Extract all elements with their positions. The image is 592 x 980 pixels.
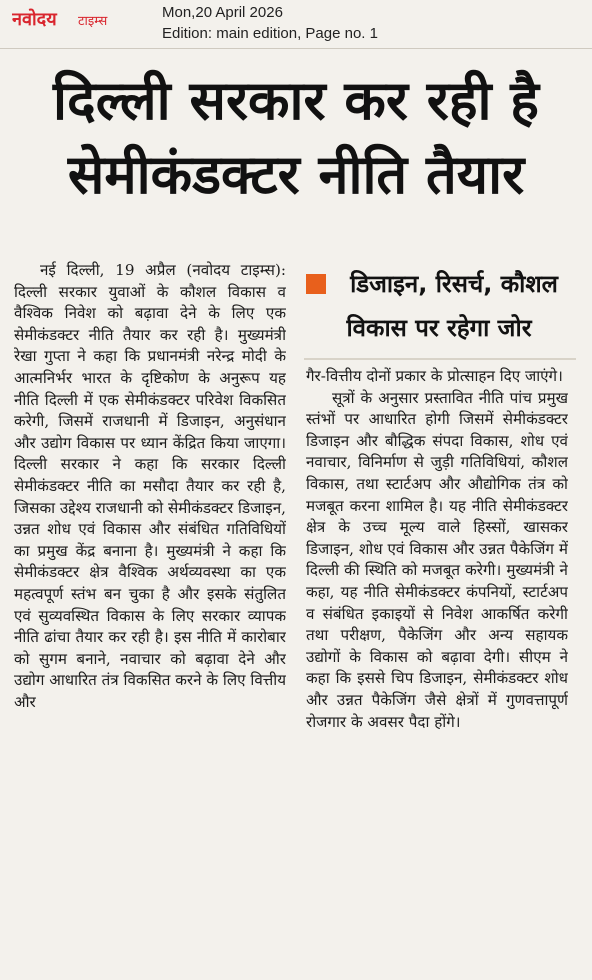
left-column [14, 260, 286, 976]
subheading-line-2: विकास पर रहेगा जोर [346, 314, 532, 342]
edition-date: Mon,20 April 2026 [162, 4, 283, 21]
subheading-box [304, 262, 576, 360]
left-column-text: नई दिल्ली, 19 अप्रैल (नवोदय टाइम्स): दिल्ली सरकार युवाओं के कौशल विकास व वैश्विक निवेश को बढ़ावा देने के लिए एक सेमीकंडक्टर नीति तैयार कर रही है। मुख्यमंत्री रेखा गुप्ता ने कहा कि प्रधानमंत्री नरेन्द्र मोदी के आत्मनिर्भर भारत के दृष्टिकोण के अनुरूप यह नीति दिल्ली में एक सेमीकंडक्टर परिवेश विकसित करेगी, जिसमें राजधानी में डिजाइन, अनुसंधान और उद्योग विकास पर ध्यान केंद्रित किया जाएगा। दिल्ली सरकार ने कहा कि सरकार दिल्ली सेमीकंडक्टर नीति का मसौदा तैयार कर रही है, जिसका उद्देश्य राजधानी को सेमीकंडक्टर डिजाइन, उन्नत शोध एवं विकास और संबंधित गतिविधियों का प्रमुख केंद्र बनाना है। मुख्यमंत्री ने कहा कि सेमीकंडक्टर क्षेत्र वैश्विक अर्थव्यवस्था का एक महत्वपूर्ण स्तंभ बन चुका है और इसके संतुलित एवं सुव्यवस्थित विकास के लिए सरकार व्यापक नीति ढांचा तैयार कर रही है। इस नीति में कारोबार को सुगम बनाने, नवाचार को बढ़ावा देने और उद्योग आधारित तंत्र विकसित करने के लिए वित्तीय और [14, 261, 286, 711]
subheading [304, 262, 574, 350]
svg-text:नवोदय: नवोदय [12, 9, 57, 30]
edition-info [162, 2, 378, 44]
masthead [0, 0, 592, 49]
edition-line: Edition: main edition, Page no. 1 [162, 25, 378, 42]
article-headline [0, 64, 592, 212]
right-column [306, 366, 568, 976]
headline-line-2: सेमीकंडक्टर नीति तैयार [67, 143, 525, 206]
svg-text:टाइम्स: टाइम्स [78, 14, 108, 29]
subheading-line-1: डिजाइन, रिसर्च, कौशल [350, 270, 558, 298]
newspaper-logo [12, 6, 140, 30]
right-paragraph-1: गैर-वित्तीय दोनों प्रकार के प्रोत्साहन दिए जाएंगे। [306, 367, 563, 385]
right-paragraph-2: सूत्रों के अनुसार प्रस्तावित नीति पांच प्रमुख स्तंभों पर आधारित होगी जिसमें सेमीकंडक्टर डिजाइन और बौद्धिक संपदा विकास, शोध एवं नवाचार, विनिर्माण से जुड़ी गतिविधियां, कौशल विकास, तथा स्टार्टअप और औद्योगिक तंत्र को मजबूत करना शामिल है। यह नीति सेमीकंडक्टर क्षेत्र के उच्च मूल्य वाले हिस्सों, खासकर डिजाइन, शोध एवं विकास और उन्नत पैकेजिंग में दिल्ली की स्थिति को मजबूत करेगी। मुख्यमंत्री ने कहा, यह नीति सेमीकंडक्टर कंपनियों, स्टार्टअप व संबंधित इकाइयों से निवेश आकर्षित करेगी तथा परीक्षण, पैकेजिंग और अन्य सहायक उद्योगों के विकास को बढ़ावा देगी। सीएम ने कहा कि इससे चिप डिजाइन, सेमीकंडक्टर शोध और उन्नत पैकेजिंग जैसे क्षेत्रों में गुणवत्तापूर्ण रोजगार के अवसर पैदा होंगे। [306, 388, 568, 731]
headline-line-1: दिल्ली सरकार कर रही है [53, 69, 539, 132]
